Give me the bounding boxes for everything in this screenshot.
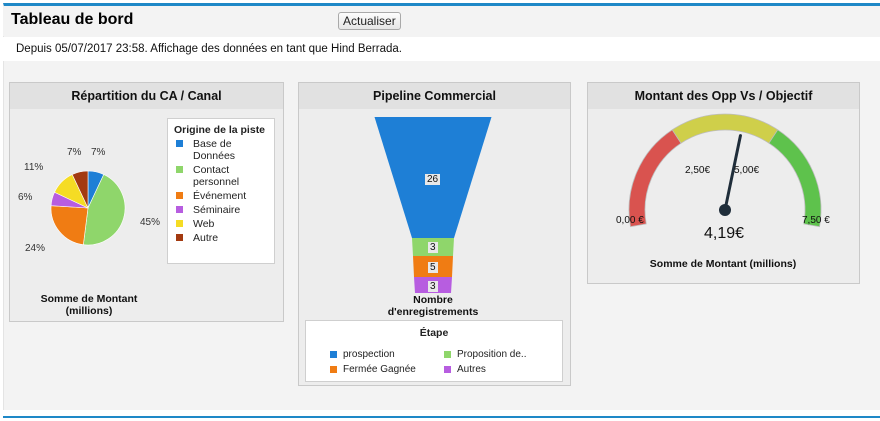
legend-item[interactable]: Base de Données: [176, 138, 274, 162]
funnel-segment-label: 3: [430, 242, 436, 253]
pie-label: 7%: [67, 147, 82, 158]
bottom-divider: [3, 416, 880, 418]
gauge-tick-label: 7,50 €: [802, 215, 830, 226]
legend-item[interactable]: Autres: [444, 364, 486, 375]
pie-legend-title: Origine de la piste: [174, 124, 266, 136]
gauge-panel-title: Montant des Opp Vs / Objectif: [588, 83, 859, 109]
gauge-tick-label: 5,00€: [734, 165, 760, 176]
gauge-tick-label: 2,50€: [685, 165, 711, 176]
legend-item[interactable]: Contact personnel: [176, 164, 274, 188]
refresh-button[interactable]: Actualiser: [338, 12, 401, 30]
funnel-legend-title: Étape: [419, 327, 449, 339]
legend-item[interactable]: Web: [176, 218, 274, 230]
funnel-panel-title: Pipeline Commercial: [299, 83, 570, 109]
info-text: Depuis 05/07/2017 23:58. Affichage des données en tant que Hind Berrada.: [16, 43, 402, 55]
pie-panel-title: Répartition du CA / Canal: [10, 83, 283, 109]
pie-label: 24%: [25, 243, 46, 254]
gauge-value: 4,19€: [704, 225, 745, 242]
gauge-band: [769, 130, 821, 227]
pie-label: 6%: [18, 192, 33, 203]
gauge-hub: [719, 204, 731, 216]
legend-item[interactable]: Séminaire: [176, 204, 274, 216]
pie-footer-label: Somme de Montant (millions): [40, 293, 138, 317]
pie-label: 45%: [140, 217, 161, 228]
funnel-segment-label: 3: [430, 281, 436, 292]
gauge-tick-label: 0,00 €: [616, 215, 644, 226]
pie-label: 11%: [24, 162, 44, 173]
gauge-band: [672, 114, 778, 143]
legend-item[interactable]: Autre: [176, 232, 274, 244]
funnel-axis-label: Nombre d'enregistrements: [387, 294, 479, 318]
legend-item[interactable]: prospection: [330, 349, 395, 360]
legend-item[interactable]: Proposition de..: [444, 349, 527, 360]
legend-item[interactable]: Événement: [176, 190, 274, 202]
gauge-band: [629, 130, 681, 227]
gauge-footer-label: Somme de Montant (millions): [649, 258, 797, 270]
funnel-segment-label: 5: [430, 262, 436, 273]
funnel-segment-label: 26: [427, 174, 439, 185]
page-title: Tableau de bord: [11, 11, 134, 28]
pie-label: 7%: [91, 147, 106, 158]
legend-item[interactable]: Fermée Gagnée: [330, 364, 416, 375]
